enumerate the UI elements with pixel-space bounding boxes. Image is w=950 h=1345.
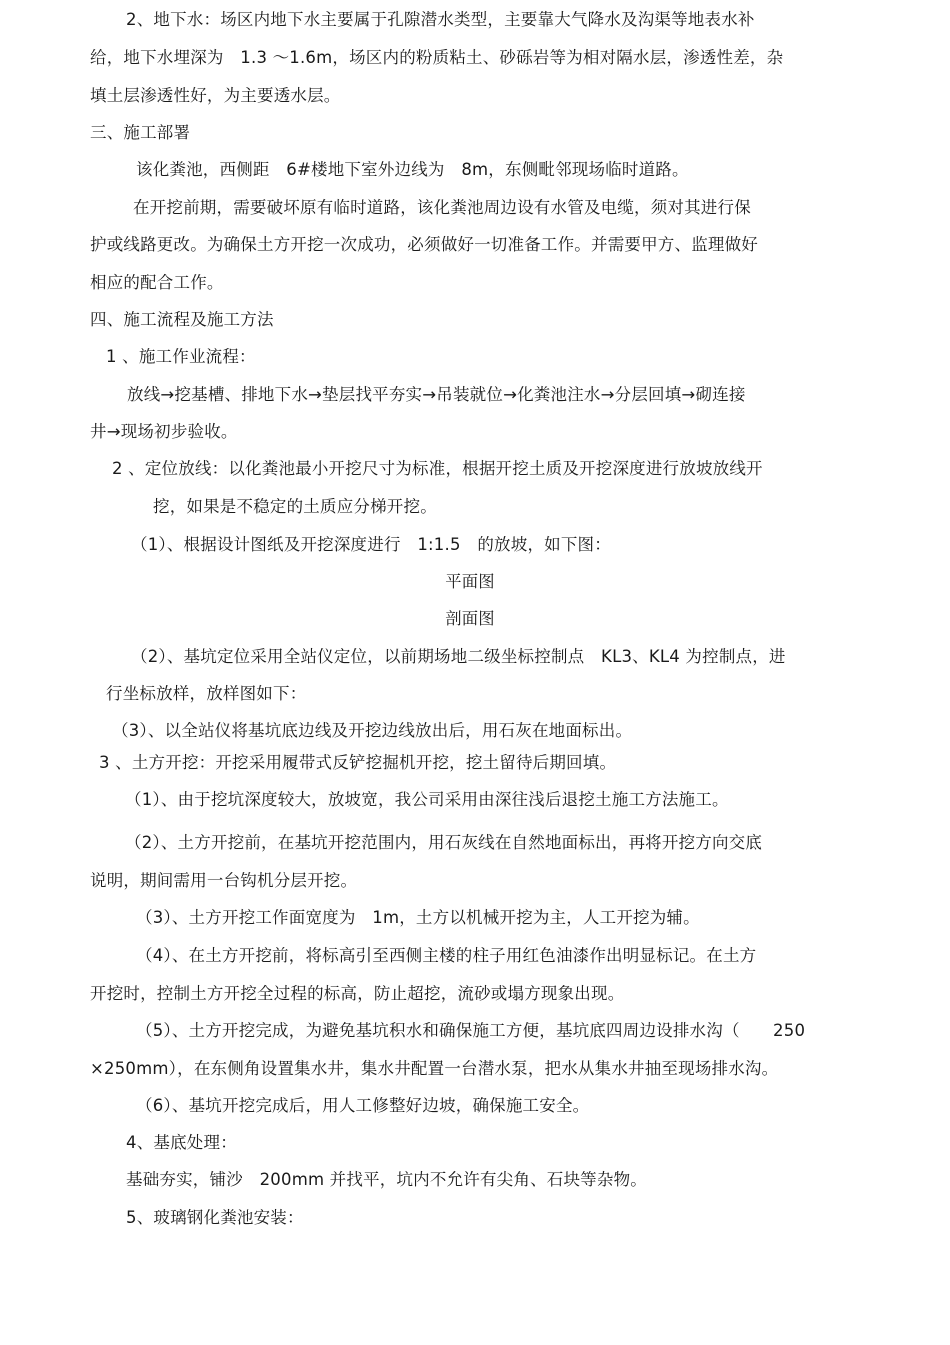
text-line: （1）、根据设计图纸及开挖深度进行 1:1.5 的放坡，如下图： — [131, 535, 611, 554]
text-line: 说明，期间需用一台钩机分层开挖。 — [90, 871, 358, 890]
text-line: 行坐标放样，放样图如下： — [106, 684, 307, 703]
text-line: 在开挖前期，需要破坏原有临时道路，该化粪池周边设有水管及电缆，须对其进行保 — [133, 198, 751, 217]
text-line: 1 、施工作业流程： — [106, 347, 256, 366]
text-line: 井→现场初步验收。 — [90, 422, 238, 441]
text-line: （2）、基坑定位采用全站仪定位，以前期场地二级坐标控制点 KL3、KL4 为控制点，进 — [131, 647, 786, 666]
text-line: 2、地下水：场区内地下水主要属于孔隙潜水类型，主要靠大气降水及沟渠等地表水补 — [126, 10, 755, 29]
text-line: 2 、定位放线：以化粪池最小开挖尺寸为标准，根据开挖土质及开挖深度进行放坡放线开 — [112, 459, 763, 478]
text-line: （5）、土方开挖完成，为避免基坑积水和确保施工方便，基坑底四周边设排水沟（ 250 — [136, 1021, 806, 1040]
text-line: （3）、以全站仪将基坑底边线及开挖边线放出后，用石灰在地面标出。 — [112, 721, 633, 740]
text-line: 填土层渗透性好，为主要透水层。 — [90, 86, 341, 105]
text-line: （4）、在土方开挖前，将标高引至西侧主楼的柱子用红色油漆作出明显标记。在土方 — [136, 946, 757, 965]
text-line: 给，地下水埋深为 1.3 ～1.6m，场区内的粉质粘土、砂砾岩等为相对隔水层，渗透性差，杂 — [90, 48, 784, 67]
text-line: 3 、土方开挖：开挖采用履带式反铲挖掘机开挖，挖土留待后期回填。 — [99, 753, 617, 772]
text-line: 相应的配合工作。 — [90, 273, 224, 292]
text-line: 开挖时，控制土方开挖全过程的标高，防止超挖，流砂或塌方现象出现。 — [90, 984, 625, 1003]
text-line: （2）、土方开挖前，在基坑开挖范围内，用石灰线在自然地面标出，再将开挖方向交底 — [125, 833, 763, 852]
text-line: 挖，如果是不稳定的土质应分梯开挖。 — [153, 497, 437, 516]
section-heading: 四、施工流程及施工方法 — [90, 310, 274, 329]
text-line: ×250mm），在东侧角设置集水井，集水井配置一台潜水泵，把水从集水井抽至现场排水沟。 — [90, 1059, 779, 1078]
section-heading: 三、施工部署 — [90, 123, 191, 142]
text-line: 放线→挖基槽、排地下水→垫层找平夯实→吊装就位→化粪池注水→分层回填→砌连接 — [127, 385, 746, 404]
text-line: （1）、由于挖坑深度较大，放坡宽，我公司采用由深往浅后退挖土施工方法施工。 — [125, 790, 729, 809]
text-line: （6）、基坑开挖完成后，用人工修整好边坡，确保施工安全。 — [136, 1096, 590, 1115]
text-line: 该化粪池，西侧距 6#楼地下室外边线为 8m，东侧毗邻现场临时道路。 — [136, 160, 689, 179]
text-line: 护或线路更改。为确保土方开挖一次成功，必须做好一切准备工作。并需要甲方、监理做好 — [90, 235, 758, 254]
text-line: 5、玻璃钢化粪池安装： — [126, 1208, 304, 1227]
figure-caption-plan: 平面图 — [445, 572, 495, 591]
text-line: 4、基底处理： — [126, 1133, 237, 1152]
text-line: （3）、土方开挖工作面宽度为 1m，土方以机械开挖为主，人工开挖为辅。 — [136, 908, 700, 927]
figure-caption-section: 剖面图 — [445, 609, 495, 628]
text-line: 基础夯实，铺沙 200mm 并找平，坑内不允许有尖角、石块等杂物。 — [126, 1170, 647, 1189]
